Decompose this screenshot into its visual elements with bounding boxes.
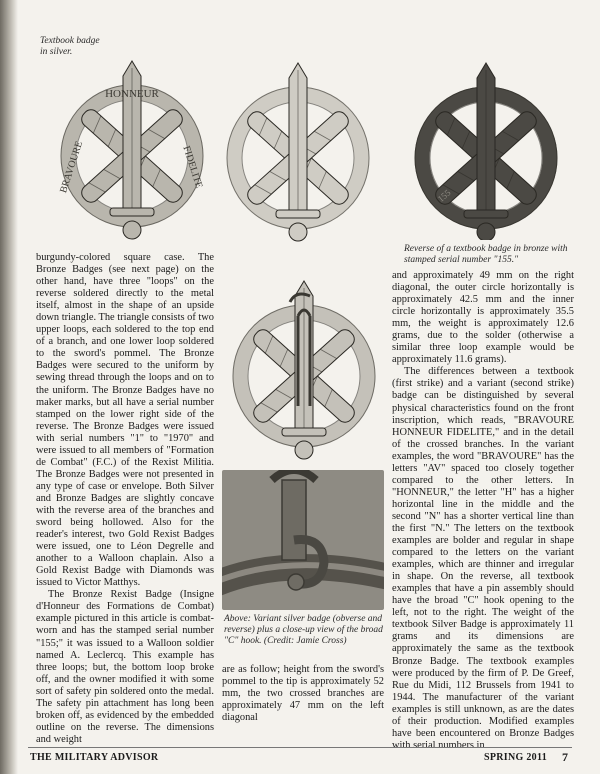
footer-page-number: 7 xyxy=(562,750,569,764)
footer-publication-name: THE MILITARY ADVISOR xyxy=(30,752,159,763)
caption-variant-closeup: Above: Variant silver badge (obverse and reverse) plus a close-up view of the broad "C" hook. (Credit: Jamie Cross) xyxy=(224,614,383,646)
page-spine-shadow xyxy=(0,0,18,774)
left-column-paragraph: The Bronze Rexist Badge (Insigne d'Honneur des Formations de Combat) example pictured in this article is combat-worn and has the stamped serial number "155;" it was issued to a Walloon soldier named A. Leclercq. This example has three loops; but, the bottom loop broke off, and the owner modified it with some sort of safety pin soldered onto the medal. The safety pin attachment has long been broken off, as evidenced by the embedded outline on the reverse. The dimensions and weight xyxy=(36,589,214,745)
badge-inscription-top: HONNEUR xyxy=(105,88,159,100)
article-column-right xyxy=(392,270,574,752)
left-column-paragraph: burgundy-colored square case. The Bronze Badges (see next page) on the other hand, have three "loops" on the reverse soldered directly to the metal itself, almost in the shape of an upside down triangle. The triangle consists of two upper loops, each soldered to the top end of a branch, and one lower loop soldered to the sword's pommel. The Bronze Badges were secured to the uniform by sewing thread through the loops and on to the uniform. The Bronze Badges have no maker marks, but all have a serial number stamped on the lower right side of the reverse. The Bronze Badges were issued with serial numbers "1" to "1970" and were issued to all members of "Formation de Combat" (F.C.) of the Rexist Militia. The Bronze Badges were not presented in any type of case or envelope. Both Silver and Bronze Badges are slightly concave with the reverse area of the branches and sword being hollowed. Also for the reader's interest, two Gold Rexist Badges were issued, one to Léon Degrelle and another to a Walloon chaplain. Also a Gold Rexist Badge with Diamonds was issued to Victor Matthys. xyxy=(36,252,214,589)
badge-photo-silver-second xyxy=(212,38,388,248)
badge-photo-variant-reverse xyxy=(222,268,384,466)
badge-inscription-left: BRAVOURE xyxy=(58,139,86,195)
badge-serial-stamp: 155 xyxy=(435,187,453,204)
badge-inscription-right: FIDELITE xyxy=(180,144,205,190)
article-column-left xyxy=(36,252,214,746)
right-column-paragraph: and approximately 49 mm on the right diagonal, the outer circle horizontally is approximately 42.5 mm and the inner circle horizontally is approximately 35.5 mm, the weight is approximately 12.6 grams, due to the solder (otherwise a similar three loop example would be approximately 11.6 grams). xyxy=(392,270,574,366)
closeup-c-hook-photo xyxy=(222,470,384,610)
badge-photo-silver-obverse xyxy=(20,38,220,248)
badge-photo-bronze-reverse xyxy=(390,40,580,240)
caption-bronze-reverse: Reverse of a textbook badge in bronze with stamped serial number "155." xyxy=(404,244,568,265)
right-column-paragraph: The differences between a textbook (first strike) and a variant (second strike) badge can be distinguished by several physical characteristics found on the front inscription, which reads, "BRAVOURE HONNEUR FIDELITE," and in the detail of the crossed branches. In the variant examples, the word "BRAVOURE" has the letters "AV" spaced too closely together compared to the other letters. In "HONNEUR," the letter "H" has a higher horizontal line in the middle and the second "N" has a shorter vertical line than the first "N." The letters on the textbook examples are bolder and regular in shape compared to the letters on the variant examples, which are thinner and irregular in shape. On the reverse, all textbook examples that have a pin assembly should have the broad "C" hook opening to the left, not to the right. The weight of the textbook Silver Badge is approximately 11 grams and its dimensions are approximately the same as the textbook Bronze Badge. The textbook examples were produced by the firm of P. De Greef, Rue du Midi, 112 Brussels from 1941 to 1944. The manufacturer of the variant examples is still unknown, as are the dates of their production. Modified examples have been encountered on Bronze Badges with serial numbers in xyxy=(392,366,574,751)
middle-column-paragraph: are as follow; height from the sword's pommel to the tip is approximately 52 mm, the two crossed branches are approximately 47 mm on the left diagonal xyxy=(222,664,384,724)
article-column-middle xyxy=(222,664,384,724)
footer-rule xyxy=(28,747,572,748)
footer-issue: SPRING 2011 xyxy=(484,752,548,763)
caption-textbook-silver: Textbook badge in silver. xyxy=(40,36,100,57)
